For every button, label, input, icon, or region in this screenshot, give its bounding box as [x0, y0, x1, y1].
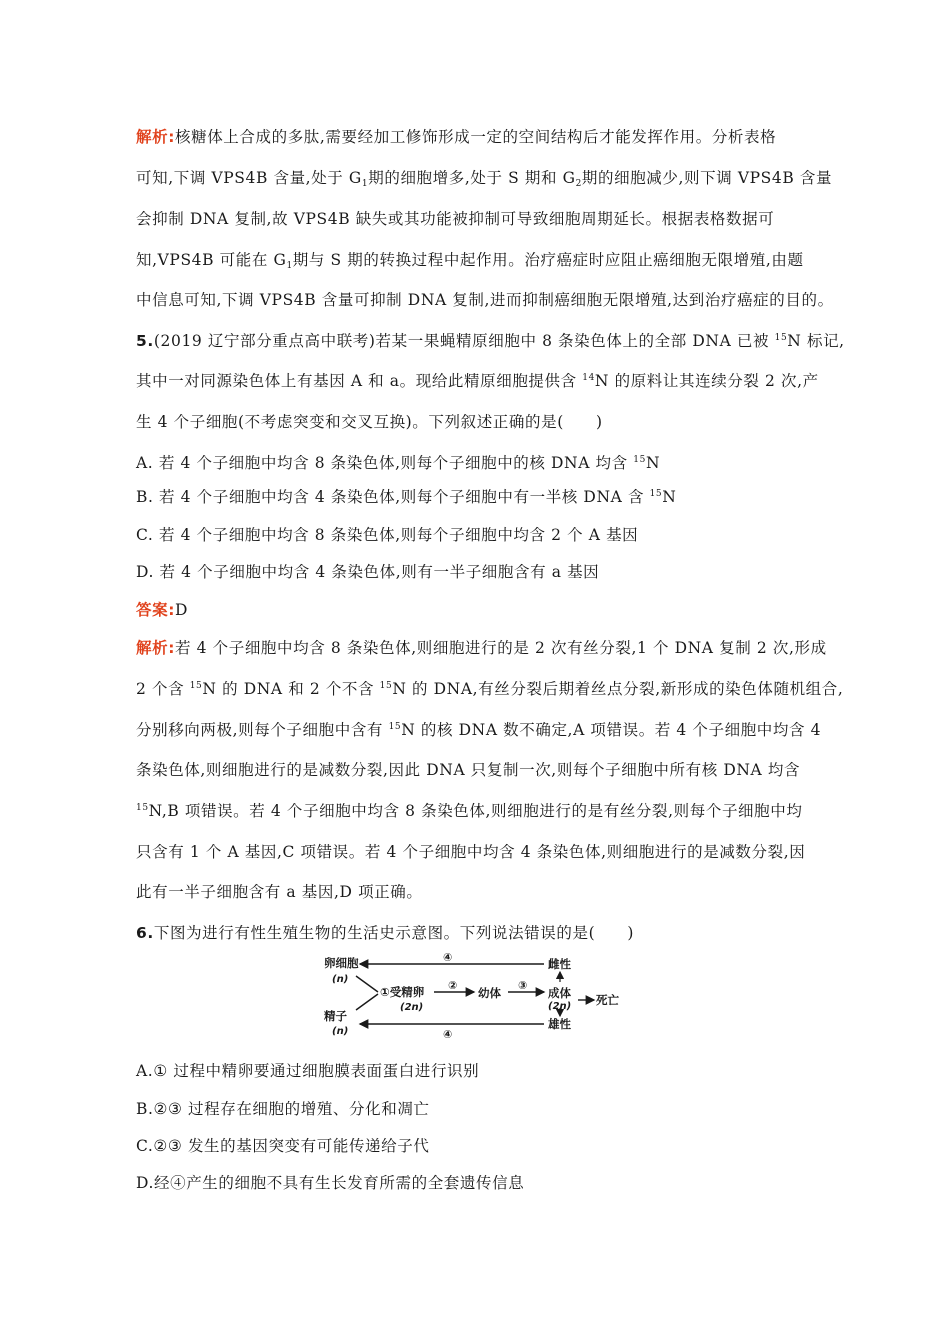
egg-label: 卵细胞 [324, 956, 359, 970]
q5-explanation-line-4: 条染色体,则细胞进行的是减数分裂,因此 DNA 只复制一次,则每个子细胞中所有核 DNA 均含 [136, 761, 801, 779]
sperm-ploidy: (n) [332, 1026, 349, 1037]
q6-option-a: A.① 过程中精卵要通过细胞膜表面蛋白进行识别 [136, 1062, 480, 1080]
step-4-top-label: ④ [443, 952, 453, 964]
prev-explanation-line-3: 会抑制 DNA 复制,故 VPS4B 缺失或其功能被抑制可导致细胞周期延长。根据表格数据可 [136, 210, 775, 228]
answer-value: D [175, 601, 189, 619]
q5-stem-line-1: 5.(2019 辽宁部分重点高中联考)若某一果蝇精原细胞中 8 条染色体上的全部 DNA 已被 $^{15}$N 标记, [136, 332, 845, 350]
explanation-label: 解析: [136, 639, 175, 657]
arrow-egg-to-zygote [356, 976, 378, 992]
q5-stem-line-3: 生 4 个子细胞(不考虑突变和交叉互换)。下列叙述正确的是( ) [136, 413, 603, 431]
q5-explanation-line-6: 只含有 1 个 A 基因,C 项错误。若 4 个子细胞中均含 4 条染色体,则细胞进行的是减数分裂,因 [136, 843, 806, 861]
question-number: 5. [136, 332, 154, 350]
q5-explanation-line-1: 解析:若 4 个子细胞中均含 8 条染色体,则细胞进行的是 2 次有丝分裂,1 个 DNA 复制 2 次,形成 [136, 639, 827, 657]
juvenile-label: 幼体 [478, 986, 501, 1000]
q5-explanation-line-3: 分别移向两极,则每个子细胞中含有 $^{15}$N 的核 DNA 数不确定,A 项错误。若 4 个子细胞中均含 4 [136, 721, 822, 739]
q6-stem: 6.下图为进行有性生殖生物的生活史示意图。下列说法错误的是( ) [136, 924, 635, 942]
male-label: 雄性 [548, 1017, 571, 1031]
adult-label: 成体 [548, 986, 571, 1000]
prev-explanation-line-5: 中信息可知,下调 VPS4B 含量可抑制 DNA 复制,进而抑制癌细胞无限增殖,达到治疗癌症的目的。 [136, 291, 834, 309]
q5-option-d: D. 若 4 个子细胞中均含 4 条染色体,则有一半子细胞含有 a 基因 [136, 563, 600, 581]
prev-explanation-line-2: 可知,下调 VPS4B 含量,处于 $G_1$期的细胞增多,处于 S 期和 $G_2$期的细胞减少,则下调 VPS4B 含量 [136, 169, 833, 189]
q5-explanation-line-5: $^{15}$N,B 项错误。若 4 个子细胞中均含 8 条染色体,则细胞进行的是有丝分裂,则每个子细胞中均 [136, 802, 803, 820]
question-number: 6. [136, 924, 154, 942]
q5-option-a: A. 若 4 个子细胞中均含 8 条染色体,则每个子细胞中的核 DNA 均含 $^{15}$N [136, 454, 661, 472]
arrow-sperm-to-zygote [356, 994, 378, 1010]
q5-stem-line-2: 其中一对同源染色体上有基因 A 和 a。现给此精原细胞提供含 $^{14}$N 的原料让其连续分裂 2 次,产 [136, 372, 819, 390]
q5-explanation-line-2: 2 个含 $^{15}$N 的 DNA 和 2 个不含 $^{15}$N 的 DNA,有丝分裂后期着丝点分裂,新形成的染色体随机组合, [136, 680, 844, 698]
life-cycle-diagram [322, 952, 622, 1038]
prev-explanation-line-4: 知,VPS4B 可能在 $G_1$期与 S 期的转换过程中起作用。治疗癌症时应阻止癌细胞无限增殖,由题 [136, 251, 804, 271]
egg-ploidy: (n) [332, 974, 349, 985]
answer-label: 答案: [136, 601, 175, 619]
q5-option-c: C. 若 4 个子细胞中均含 8 条染色体,则每个子细胞中均含 2 个 A 基因 [136, 526, 639, 544]
explanation-label: 解析: [136, 128, 175, 146]
sperm-label: 精子 [324, 1009, 347, 1023]
step-3-label: ③ [518, 979, 528, 992]
q6-option-d: D.经④产生的细胞不具有生长发育所需的全套遗传信息 [136, 1174, 525, 1192]
q5-explanation-line-7: 此有一半子细胞含有 a 基因,D 项正确。 [136, 883, 423, 901]
q6-option-c: C.②③ 发生的基因突变有可能传递给子代 [136, 1137, 430, 1155]
q6-option-b: B.②③ 过程存在细胞的增殖、分化和凋亡 [136, 1100, 430, 1118]
step-2-label: ② [448, 979, 458, 992]
female-label: 雌性 [548, 957, 571, 971]
step-4-bottom-label: ④ [443, 1028, 453, 1038]
q5-option-b: B. 若 4 个子细胞中均含 4 条染色体,则每个子细胞中有一半核 DNA 含 $^{15}$N [136, 488, 677, 506]
prev-explanation-line-1: 解析:核糖体上合成的多肽,需要经加工修饰形成一定的空间结构后才能发挥作用。分析表格 [136, 128, 777, 146]
q5-answer [136, 599, 188, 621]
death-label: 死亡 [596, 993, 619, 1007]
zygote-label: ①受精卵 [380, 985, 425, 999]
adult-ploidy: (2n) [548, 1001, 572, 1012]
zygote-ploidy: (2n) [400, 1002, 424, 1013]
